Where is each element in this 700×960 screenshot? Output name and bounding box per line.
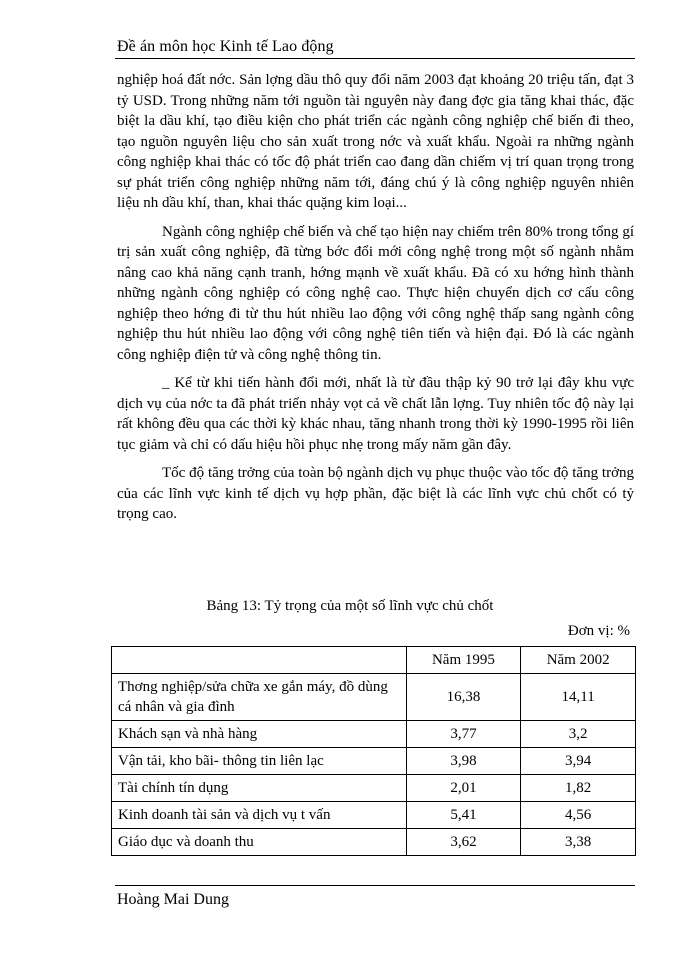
table-row	[112, 674, 636, 721]
value-1995: 2,01	[406, 775, 521, 802]
footer-divider	[115, 885, 635, 886]
row-label: Kinh doanh tài sản và dịch vụ t vấn	[112, 802, 407, 829]
value-2002: 1,82	[521, 775, 636, 802]
table-row	[112, 775, 636, 802]
body-text	[117, 70, 634, 533]
paragraph-1: nghiệp hoá đất nớc. Sản lợng dầu thô quy đổi năm 2003 đạt khoảng 20 triệu tấn, đạt 3 tỷ USD. Trong những năm tới nguồn tài nguyên này đang đợc gia tăng khai thác, đặc biệt la dầu khí, tạo điều kiện cho phát triển các ngành công nghiệp chế biến đi theo, tạo nguồn nguyên liệu cho sản xuất trong nớc và xuất khẩu. Ngoài ra những ngành công nghiệp khai thác có tốc độ phát triển cao đang dần chiếm vị trí quan trọng trong sự phát triển công nghiệp những năm tới, đáng chú ý là công nghiệp nguyên nhiên liệu nh dầu khí, than, khai thác quặng kim loại...	[117, 72, 634, 211]
table-header-row	[112, 647, 636, 674]
paragraph-2: Ngành công nghiệp chế biến và chế tạo hiện nay chiếm trên 80% trong tổng gí trị sản xuất công nghiệp, đã từng bớc đổi mới công nghệ trong một số ngành nhằm nâng cao khả năng cạnh tranh, hớng mạnh về xuất khẩu. Đã có xu hớng hình thành những ngành công nghiệp có công nghệ cao. Thực hiện chuyển dịch cơ cấu công nghiệp theo hớng đi từ thu hút nhiều lao động với công nghệ thấp sang ngành công nghiệp thu hút nhiều lao động với công nghệ tiên tiến và hiện đại. Đó là các ngành công nghiệp điện tử và công nghệ thông tin.	[117, 223, 634, 363]
table-row	[112, 829, 636, 856]
header-divider	[115, 58, 635, 59]
value-2002: 4,56	[521, 802, 636, 829]
value-2002: 3,94	[521, 748, 636, 775]
value-1995: 3,98	[406, 748, 521, 775]
value-2002: 14,11	[521, 674, 636, 721]
header-cell-empty	[112, 647, 407, 674]
row-label: Khách sạn và nhà hàng	[112, 721, 407, 748]
footer-author: Hoàng Mai Dung	[117, 891, 229, 908]
row-label: Giáo dục và doanh thu	[112, 829, 407, 856]
paragraph-4: Tốc độ tăng trởng của toàn bộ ngành dịch vụ phục thuộc vào tốc độ tăng trởng của các lĩnh vực kinh tế dịch vụ hợp phần, đặc biệt là các lĩnh vực chủ chốt có tỷ trọng cao.	[117, 465, 634, 522]
header-cell-2002: Năm 2002	[521, 647, 636, 674]
row-label: Tài chính tín dụng	[112, 775, 407, 802]
data-table	[111, 646, 636, 856]
value-1995: 3,77	[406, 721, 521, 748]
table-row	[112, 748, 636, 775]
value-1995: 16,38	[406, 674, 521, 721]
value-2002: 3,2	[521, 721, 636, 748]
paragraph-3: _ Kể từ khi tiến hành đổi mới, nhất là từ đầu thập kỷ 90 trở lại đây khu vực dịch vụ của nớc ta đã phát triển nhảy vọt cả về chất lẫn lợng. Tuy nhiên tốc độ này lại rất không đều qua các thời kỳ khác nhau, tăng nhanh trong thời kỳ 1990-1995 rồi liên tục giảm và chỉ có dấu hiệu hồi phục nhẹ trong mấy năm gần đây.	[117, 375, 634, 453]
header-cell-1995: Năm 1995	[406, 647, 521, 674]
row-label: Thơng nghiệp/sửa chữa xe gắn máy, đồ dùng cá nhân và gia đình	[112, 674, 407, 721]
table-row	[112, 721, 636, 748]
value-2002: 3,38	[521, 829, 636, 856]
table-row	[112, 802, 636, 829]
row-label: Vận tải, kho bãi- thông tin liên lạc	[112, 748, 407, 775]
page-header-title: Đề án môn học Kinh tế Lao động	[117, 38, 334, 55]
table-caption: Bảng 13: Tỷ trọng của một số lĩnh vực chủ chốt	[206, 598, 494, 614]
value-1995: 3,62	[406, 829, 521, 856]
value-1995: 5,41	[406, 802, 521, 829]
table-unit: Đơn vị: %	[567, 623, 630, 639]
